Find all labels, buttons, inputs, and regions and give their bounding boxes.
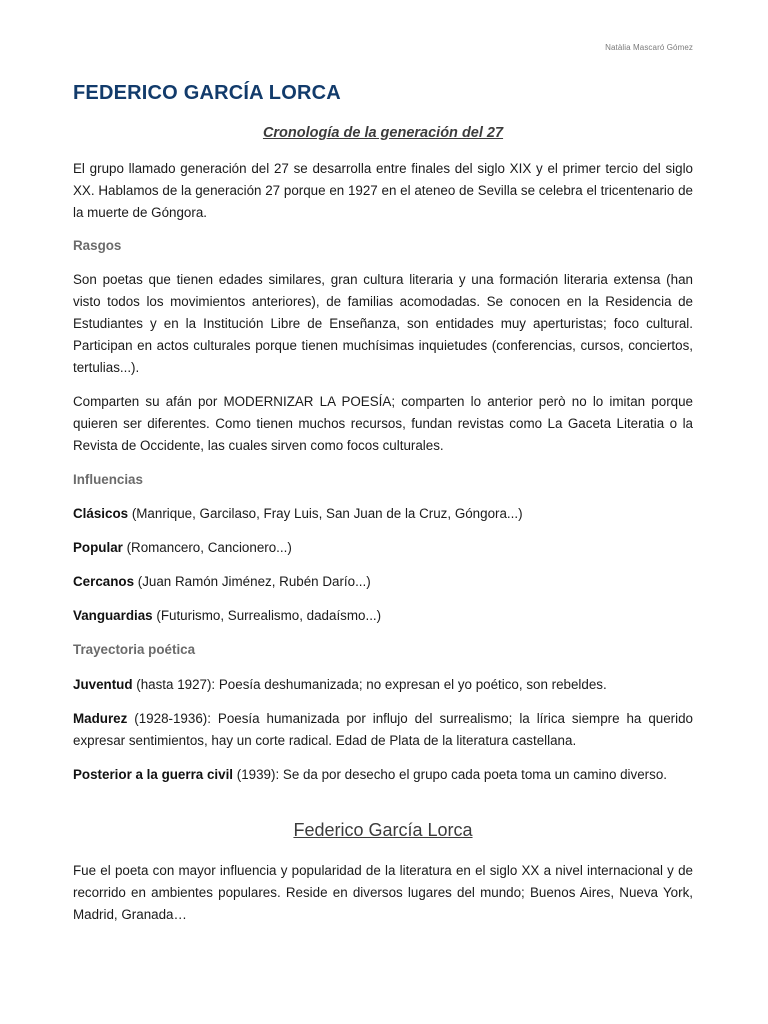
- trajectory-item: [73, 708, 693, 752]
- section-label-trayectoria: Trayectoria poética: [73, 642, 196, 657]
- trajectory-desc: (1939): Se da por desecho el grupo cada poeta toma un camino diverso.: [233, 767, 667, 782]
- document-title: FEDERICO GARCÍA LORCA: [73, 82, 341, 104]
- influence-term: Cercanos: [73, 574, 135, 589]
- influence-term: Clásicos: [73, 506, 129, 521]
- trajectory-desc: (1928-1936): Poesía humanizada por influjo del surrealismo; la lírica siempre ha querido expresar sentimientos, hay un corte radical. Edad de Plata de la literatura castellana.: [73, 711, 693, 748]
- lorca-paragraph: Fue el poeta con mayor influencia y popularidad de la literatura en el siglo XX a nivel internacional y de recorrido en ambientes populares. Reside en diversos lugares del mundo; Buenos Aires, Nueva York, Madrid, Granada…: [73, 863, 693, 922]
- trajectory-term: Madurez: [73, 711, 128, 726]
- lorca-section-heading: Federico García Lorca: [293, 820, 473, 840]
- trajectory-term: Posterior a la guerra civil: [73, 767, 234, 782]
- trajectory-term: Juventud: [73, 677, 133, 692]
- trajectory-item: [73, 764, 693, 786]
- influence-desc: (Manrique, Garcilaso, Fray Luis, San Juan de la Cruz, Góngora...): [128, 506, 523, 521]
- section-label-influencias: Influencias: [73, 472, 143, 487]
- influence-desc: (Juan Ramón Jiménez, Rubén Darío...): [134, 574, 371, 589]
- rasgos-paragraph-2: Comparten su afán por MODERNIZAR LA POESÍA; comparten lo anterior però no lo imitan porque quieren ser diferentes. Como tienen muchos recursos, fundan revistas como La Gaceta Literatia o la Revista de Occidente, las cuales sirven como focos culturales.: [73, 394, 693, 453]
- influence-desc: (Romancero, Cancionero...): [122, 540, 292, 555]
- document-subtitle: Cronología de la generación del 27: [262, 125, 504, 141]
- section-label-rasgos: Rasgos: [73, 238, 122, 253]
- influence-item: [73, 537, 693, 559]
- rasgos-paragraph-1: Son poetas que tienen edades similares, gran cultura literaria y una formación literaria extensa (han visto todos los movimientos anteriores), de familias acomodadas. Se conocen en la Residencia de Estudiantes y en la Institución Libre de Enseñanza, son entidades muy aperturistas; foco cultural. Participan en actos culturales porque tienen muchísimas inquietudes (conferencias, cursos, conciertos, tertulias...).: [73, 272, 693, 375]
- influence-desc: (Futurismo, Surrealismo, dadaísmo...): [152, 608, 382, 623]
- intro-paragraph: El grupo llamado generación del 27 se desarrolla entre finales del siglo XIX y el primer tercio del siglo XX. Hablamos de la generación 27 porque en 1927 en el ateneo de Sevilla se celebra el tricentenario de la muerte de Góngora.: [73, 161, 693, 220]
- influence-term: Popular: [73, 540, 123, 555]
- influence-item: [73, 605, 693, 627]
- author-name: Natàlia Mascaró Gómez: [605, 43, 693, 52]
- trajectory-item: [73, 674, 693, 696]
- influence-item: [73, 571, 693, 593]
- influence-item: [73, 503, 693, 525]
- trajectory-desc: (hasta 1927): Poesía deshumanizada; no expresan el yo poético, son rebeldes.: [132, 677, 607, 692]
- influence-term: Vanguardias: [73, 608, 153, 623]
